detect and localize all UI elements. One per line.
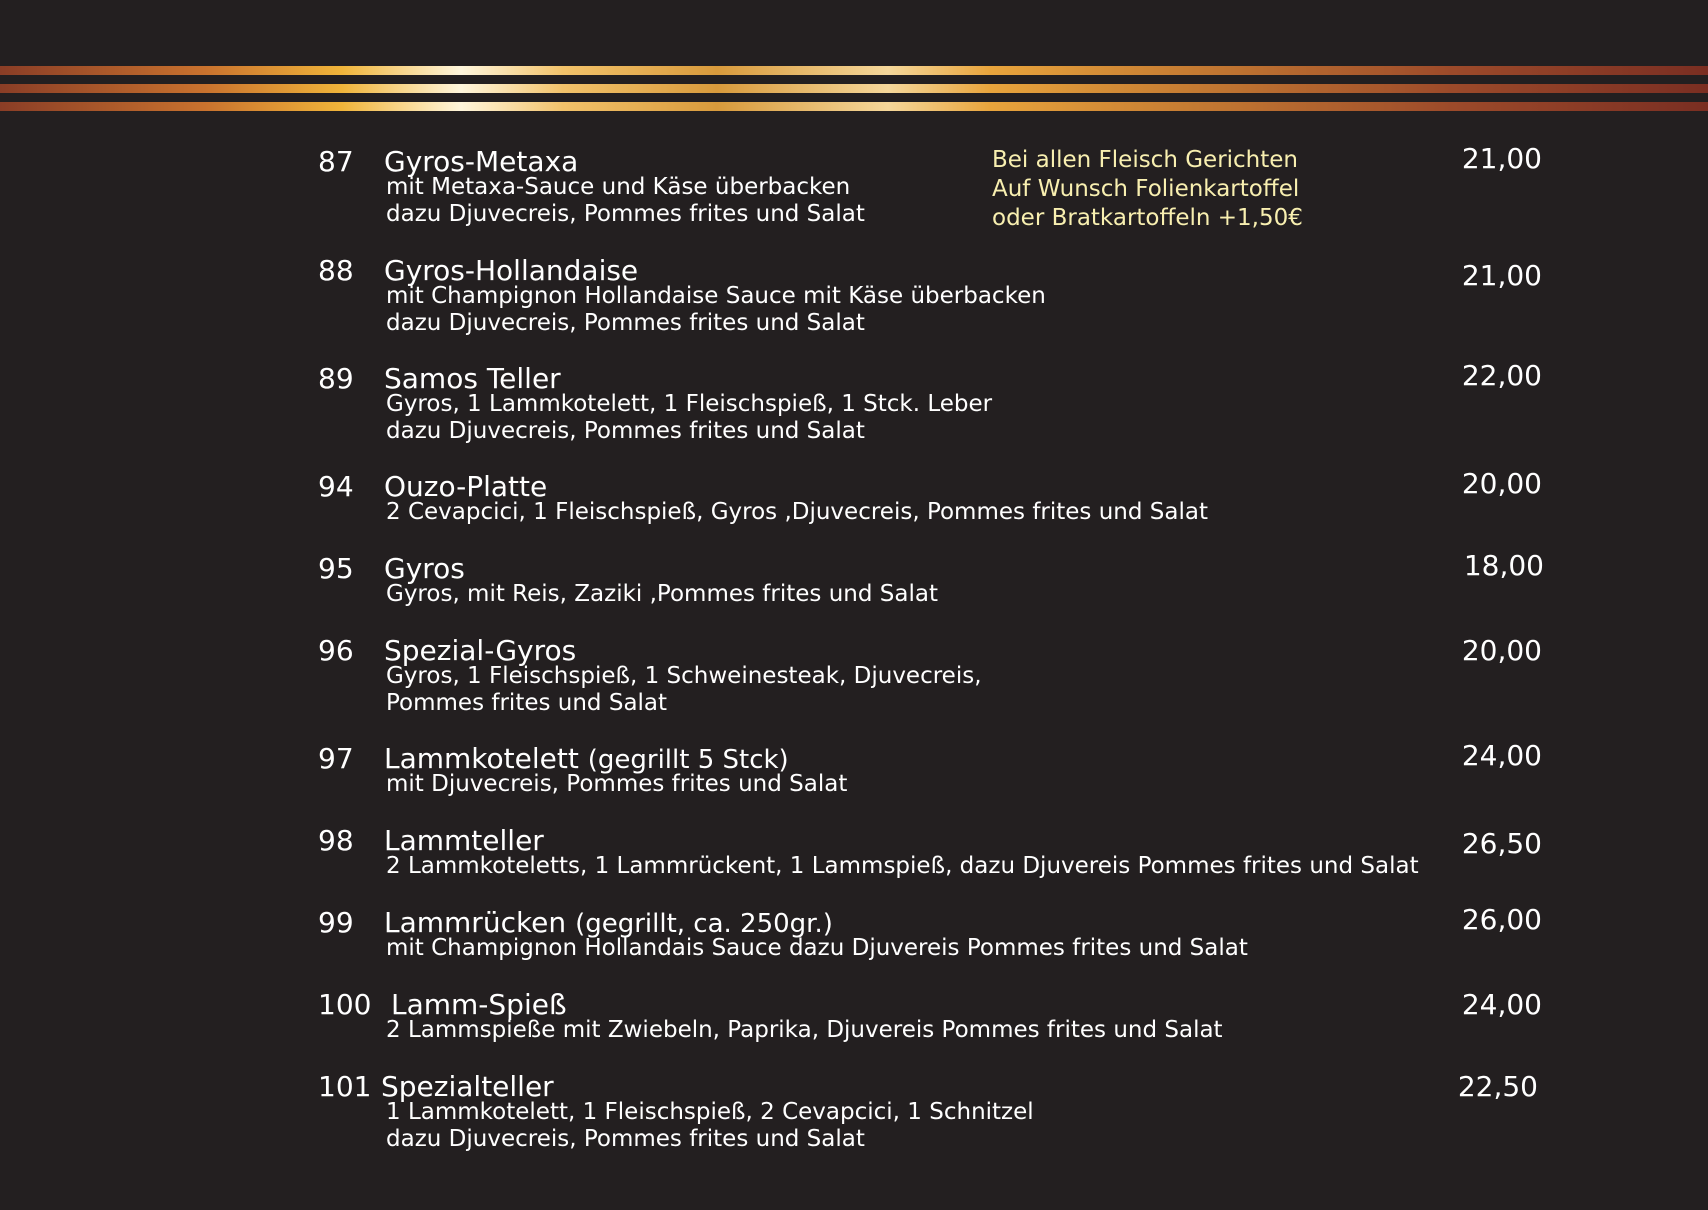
item-name: Gyros-Hollandaise [384,254,639,287]
item-subtitle: (gegrillt 5 Stck) [587,745,789,775]
item-name: Lammkotelett [384,742,579,775]
description-line: Gyros, mit Reis, Zaziki ,Pommes frites und Salat [386,581,938,607]
item-name: Lammteller [384,824,544,857]
item-price: 20,00 [1461,467,1542,500]
item-price: 24,00 [1461,739,1542,772]
item-price: 22,00 [1461,359,1542,392]
side-dish-note [992,146,1303,233]
item-description [386,1017,1223,1044]
gold-stripe [0,66,1708,75]
decorative-stripes [0,66,1708,114]
item-description [386,663,982,717]
item-number: 97 [318,742,354,775]
item-price: 26,00 [1461,903,1542,936]
description-line: mit Djuvecreis, Pommes frites und Salat [386,771,848,797]
description-line: dazu Djuvecreis, Pommes frites und Salat [386,418,865,444]
item-name: Ouzo-Platte [384,470,548,503]
item-price: 21,00 [1461,259,1542,292]
item-name: Lamm-Spieß [391,988,567,1021]
gold-stripe [0,102,1708,111]
item-price: 20,00 [1461,634,1542,667]
description-line: mit Champignon Hollandaise Sauce mit Käse überbacken [386,283,1046,309]
item-price: 22,50 [1457,1070,1538,1103]
description-line: Pommes frites und Salat [386,690,668,716]
description-line: 1 Lammkotelett, 1 Fleischspieß, 2 Cevapcici, 1 Schnitzel [386,1099,1034,1125]
item-description [386,581,938,608]
item-number: 99 [318,906,354,939]
item-description [386,174,865,228]
description-line: 2 Lammspieße mit Zwiebeln, Paprika, Djuvereis Pommes frites und Salat [386,1017,1223,1043]
item-name: Gyros-Metaxa [384,145,579,178]
item-name: Gyros [384,552,465,585]
item-number: 88 [318,254,354,287]
description-line: dazu Djuvecreis, Pommes frites und Salat [386,201,865,227]
item-description [386,771,847,798]
item-number: 101 [318,1070,372,1103]
description-line: 2 Cevapcici, 1 Fleischspieß, Gyros ,Djuvecreis, Pommes frites und Salat [386,499,1208,525]
item-number: 87 [318,145,354,178]
item-number: 96 [318,634,354,667]
item-number: 100 [318,988,372,1021]
description-line: Gyros, 1 Fleischspieß, 1 Schweinesteak, Djuvecreis, [386,663,982,689]
description-line: mit Champignon Hollandais Sauce dazu Djuvereis Pommes frites und Salat [386,935,1248,961]
item-name: Lammrücken [384,906,567,939]
item-price: 26,50 [1461,827,1542,860]
gold-stripe [0,84,1708,93]
item-name: Spezialteller [381,1070,554,1103]
note-line: Auf Wunsch Folienkartoffel [992,176,1300,202]
item-number: 94 [318,470,354,503]
item-number: 95 [318,552,354,585]
item-subtitle: (gegrillt, ca. 250gr.) [575,909,833,939]
description-line: Gyros, 1 Lammkotelett, 1 Fleischspieß, 1 Stck. Leber [386,391,993,417]
description-line: dazu Djuvecreis, Pommes frites und Salat [386,1126,865,1152]
item-description [386,1099,1034,1153]
item-description [386,391,992,445]
description-line: dazu Djuvecreis, Pommes frites und Salat [386,310,865,336]
item-price: 21,00 [1461,142,1542,175]
item-number: 98 [318,824,354,857]
item-price: 24,00 [1461,988,1542,1021]
description-line: 2 Lammkoteletts, 1 Lammrückent, 1 Lammspieß, dazu Djuvereis Pommes frites und Salat [386,853,1419,879]
item-name: Spezial-Gyros [384,634,577,667]
item-description [386,283,1046,337]
item-description [386,935,1248,962]
item-number: 89 [318,362,354,395]
description-line: mit Metaxa-Sauce und Käse überbacken [386,174,851,200]
note-line: Bei allen Fleisch Gerichten [992,147,1299,173]
item-name: Samos Teller [384,362,561,395]
item-description [386,853,1419,880]
item-description [386,499,1208,526]
item-price: 18,00 [1463,549,1544,582]
note-line: oder Bratkartoffeln +1,50€ [992,205,1303,231]
